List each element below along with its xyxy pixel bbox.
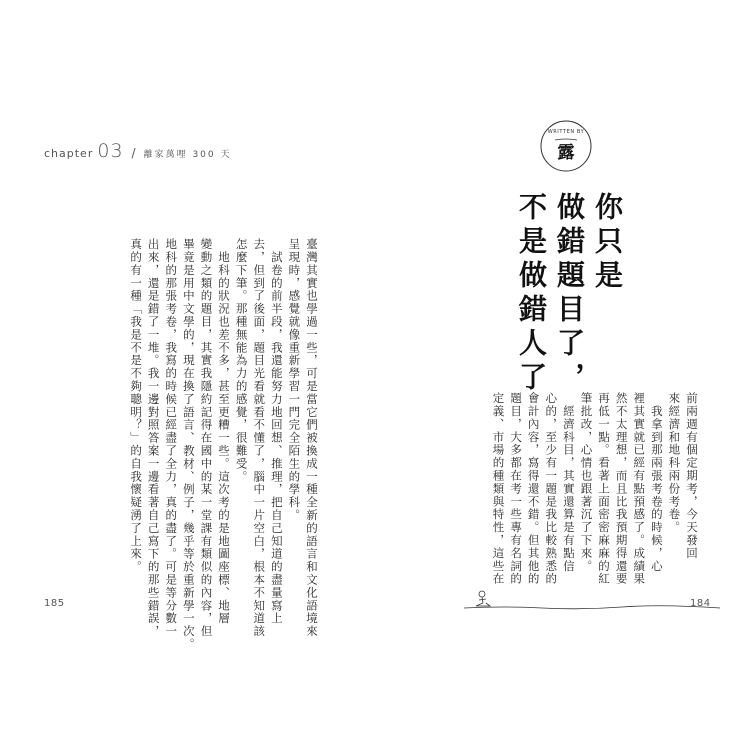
text-column: 筆批改，心情也跟著沉了下來。 xyxy=(579,392,594,573)
badge-top-text: WRITTEN BY xyxy=(547,129,585,135)
title-line: 你只是 xyxy=(591,192,624,294)
text-column: 再低一點。看著上面密密麻麻的紅 xyxy=(597,392,612,586)
text-column: 定義、市場的種類與特性，這些在 xyxy=(491,392,506,586)
chapter-header xyxy=(44,140,232,162)
text-column: 經濟科目，其實還算是有點信 xyxy=(561,392,576,573)
written-by-badge xyxy=(538,118,594,174)
text-column: 然不太理想，而且比我預期得還要 xyxy=(614,392,629,586)
text-column: 呈現時，感覺就像重新學習一門完全陌生的學科。 xyxy=(287,238,302,522)
right-page-text xyxy=(460,392,700,586)
text-column: 臺灣其實也學過一些，可是當它們被換成一種全新的語言和文化語境來 xyxy=(305,238,319,638)
text-column: 怎麼下筆。那種無能為力的感覺，很難受。 xyxy=(234,238,249,484)
text-column: 題目，大多都在考一些專有名詞的 xyxy=(509,392,524,586)
text-column: 畢竟是用中文學的，現在換了語言、教材、例子，幾乎等於重新學一次。 xyxy=(181,238,196,651)
text-column: 會計內容，寫得還不錯。但其他的 xyxy=(526,392,541,586)
text-column: 真的有一種「我是不是不夠聰明？」的自我懷疑湧了上來。 xyxy=(129,238,144,574)
text-column: 試卷的前半段，我還能努力地回想、推理，把自己知道的盡量寫上 xyxy=(269,238,284,625)
title-line: 不是做錯人了 xyxy=(515,192,548,396)
title-line: 做錯題目了， xyxy=(553,192,586,396)
essay-title xyxy=(512,192,626,396)
text-column: 我拿到那兩張考卷的時候，心 xyxy=(649,392,664,573)
text-column: 心的，至少有一題是我比較熟悉的 xyxy=(544,392,559,586)
chapter-separator: / xyxy=(131,146,136,160)
badge-author: 露 xyxy=(557,143,575,163)
person-sitting-doodle-icon xyxy=(462,586,722,616)
page-number-right: 184 xyxy=(690,598,711,609)
text-column: 地科的狀況也差不多，甚至更糟一些。這次考的是地圖座標、地層 xyxy=(217,238,232,625)
text-column: 來經濟和地科兩份考卷。 xyxy=(667,392,682,534)
chapter-title: 離家萬哩 300 天 xyxy=(143,150,232,160)
chapter-number: 03 xyxy=(97,140,124,162)
text-column: 變動之類的題目，其實我隱約記得在國中的某一堂課有類似的內容，但 xyxy=(199,238,214,638)
text-column: 去，但到了後面，題目光看就看不懂了，腦中一片空白，根本不知道該 xyxy=(252,238,267,638)
page-number-left: 185 xyxy=(44,598,65,609)
text-column: 地科的那張考卷，我寫的時候已經盡了全力，真的盡了。可是等分數一 xyxy=(164,238,179,638)
chapter-word: chapter xyxy=(44,147,94,160)
left-page-text xyxy=(80,238,320,651)
text-column: 裡其實就已經有點預感了。成績果 xyxy=(632,392,647,586)
text-column: 出來，還是錯了一堆。我一邊對照答案一邊看著自己寫下的那些錯誤， xyxy=(146,238,161,638)
text-column: 前兩週有個定期考，今天發回 xyxy=(685,392,699,560)
